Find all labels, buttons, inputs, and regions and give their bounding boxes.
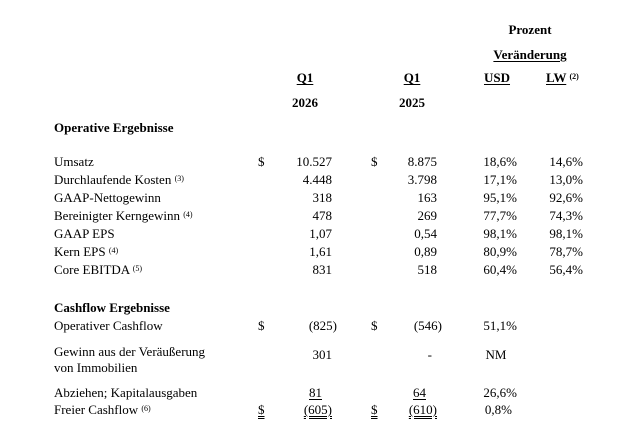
change-lw: 56,4% (549, 262, 583, 277)
header-veraenderung: Veränderung (493, 47, 567, 62)
change-usd: 80,9% (483, 244, 517, 259)
row-label-text: Kern EPS (54, 244, 106, 259)
change-usd: NM (485, 347, 507, 362)
value-2026: 1,61 (309, 244, 332, 259)
footnote-ref: (6) (141, 404, 151, 413)
header-q1-2025: Q1 (403, 70, 421, 85)
section-operative-title: Operative Ergebnisse (54, 120, 174, 135)
change-usd: 98,1% (483, 226, 517, 241)
value-2026: (605) (303, 402, 332, 417)
value-2025: 163 (417, 190, 437, 205)
value-2026: 4.448 (302, 172, 332, 187)
row-label-text: Freier Cashflow (54, 402, 139, 417)
value-2025: - (427, 347, 432, 362)
value-2026: 831 (312, 262, 332, 277)
row-label: GAAP EPS (54, 226, 115, 241)
value-2025: 518 (417, 262, 437, 277)
value-2025: 0,54 (414, 226, 437, 241)
change-lw: 74,3% (549, 208, 583, 223)
change-usd: 51,1% (483, 318, 517, 333)
row-label-text: Durchlaufende Kosten (54, 172, 172, 187)
change-usd: 17,1% (483, 172, 517, 187)
header-year-2026: 2026 (292, 95, 318, 110)
row-label: Abziehen; Kapitalausgaben (54, 385, 198, 400)
value-2025: (610) (408, 402, 437, 417)
header-prozent: Prozent (508, 22, 552, 37)
change-lw: 13,0% (549, 172, 583, 187)
change-usd: 26,6% (483, 385, 517, 400)
row-label (54, 208, 193, 223)
value-2025: 64 (413, 385, 426, 400)
value-2025: 0,89 (414, 244, 437, 259)
value-2026: 81 (309, 385, 322, 400)
change-usd: 95,1% (483, 190, 517, 205)
value-2026: 10.527 (296, 154, 332, 169)
row-label: Umsatz (54, 154, 94, 169)
row-label (54, 402, 151, 417)
value-2025: 3.798 (407, 172, 437, 187)
currency-symbol: $ (258, 402, 265, 417)
header-usd: USD (483, 70, 511, 85)
header-lw-note: (2) (569, 72, 579, 81)
header-lw-label: LW (546, 70, 567, 85)
change-usd: 60,4% (483, 262, 517, 277)
value-2026: 301 (312, 347, 332, 362)
value-2026: (825) (308, 318, 337, 333)
value-2026: 318 (312, 190, 332, 205)
change-lw: 92,6% (549, 190, 583, 205)
currency-symbol: $ (371, 318, 378, 333)
footnote-ref: (4) (108, 246, 119, 255)
value-2026: 478 (312, 208, 332, 223)
row-label-text: Core EBITDA (54, 262, 130, 277)
value-2025: 269 (417, 208, 437, 223)
footnote-ref: (3) (174, 174, 184, 183)
value-2025: 8.875 (407, 154, 437, 169)
currency-symbol: $ (371, 154, 378, 169)
footnote-ref: (4) (183, 210, 193, 219)
currency-symbol: $ (371, 402, 378, 417)
row-label: GAAP-Nettogewinn (54, 190, 161, 205)
row-label-line2: von Immobilien (54, 360, 138, 375)
section-cashflow-title: Cashflow Ergebnisse (54, 300, 170, 315)
header-lw (546, 70, 579, 85)
change-usd: 0,8% (484, 402, 512, 417)
row-label (54, 172, 184, 187)
row-label: Operativer Cashflow (54, 318, 163, 333)
value-2026: 1,07 (309, 226, 332, 241)
row-label (54, 262, 142, 277)
change-usd: 77,7% (483, 208, 517, 223)
row-label (54, 244, 118, 259)
row-label-line1: Gewinn aus der Veräußerung (54, 344, 206, 359)
change-usd: 18,6% (483, 154, 517, 169)
header-q1-2026: Q1 (296, 70, 314, 85)
currency-symbol: $ (258, 318, 265, 333)
row-label-text: Bereinigter Kerngewinn (54, 208, 180, 223)
change-lw: 14,6% (549, 154, 583, 169)
value-2025: (546) (413, 318, 442, 333)
footnote-ref: (5) (132, 264, 143, 273)
change-lw: 78,7% (549, 244, 583, 259)
change-lw: 98,1% (549, 226, 583, 241)
currency-symbol: $ (258, 154, 265, 169)
header-year-2025: 2025 (399, 95, 425, 110)
